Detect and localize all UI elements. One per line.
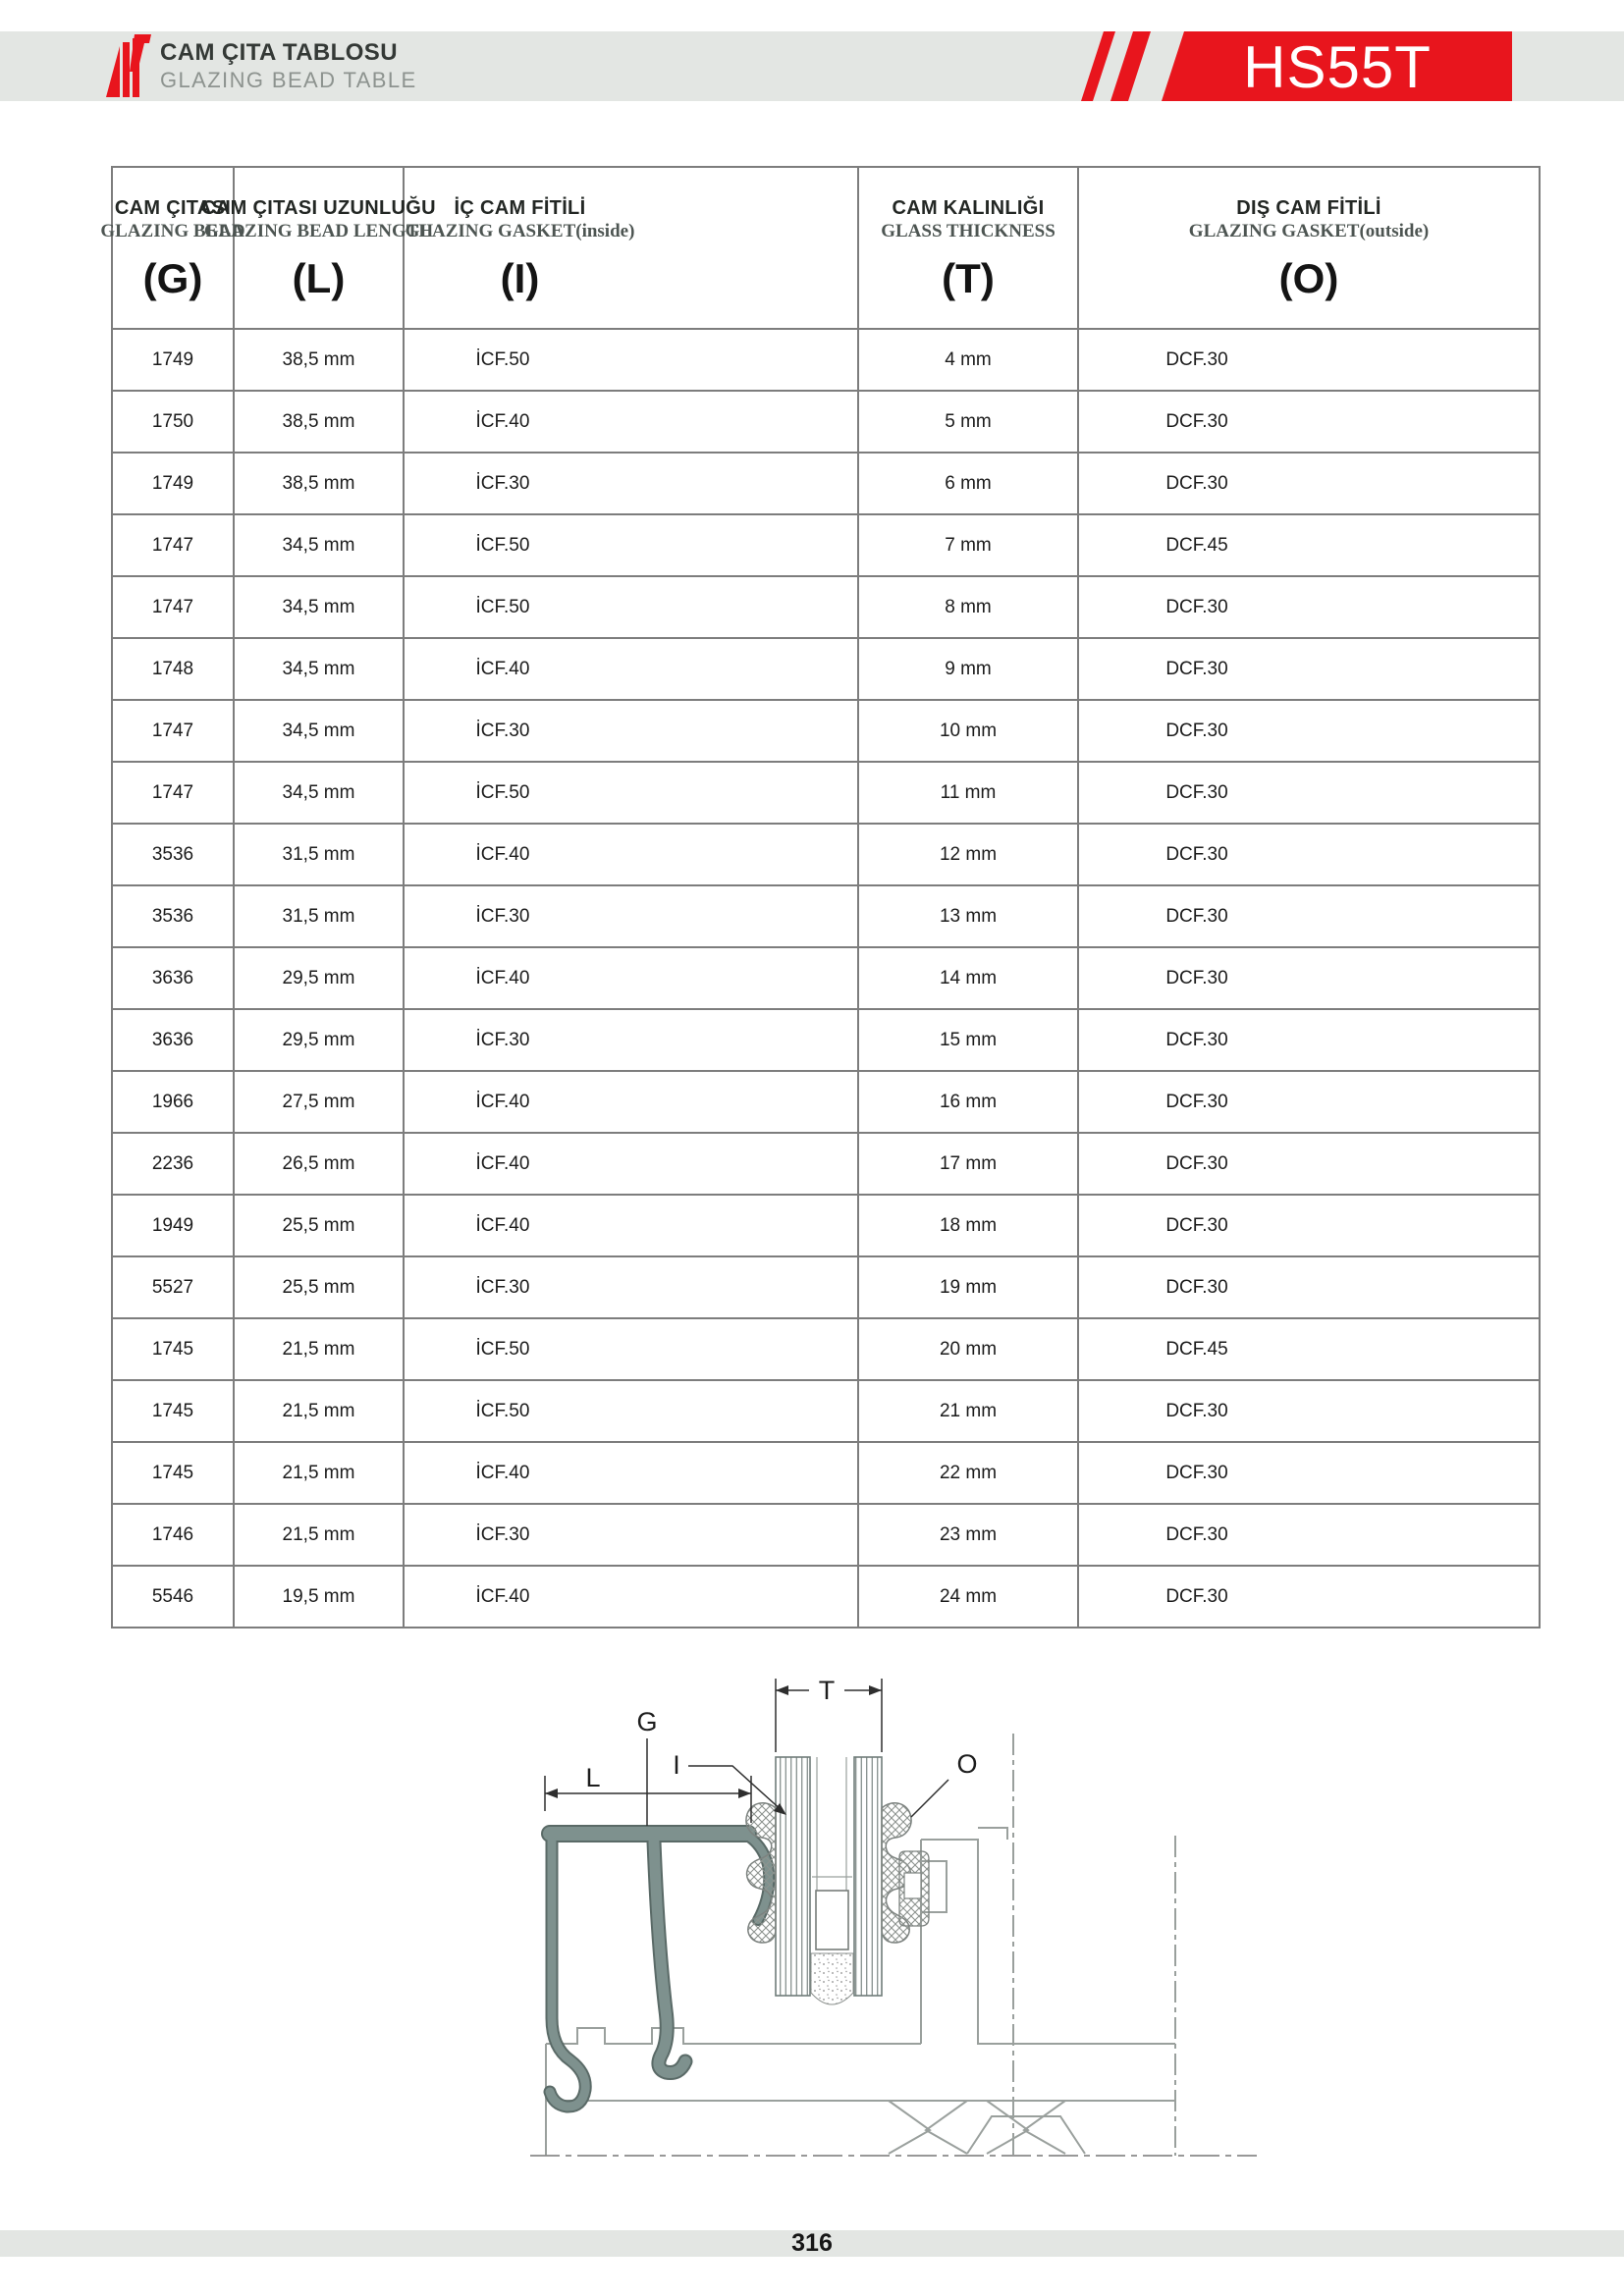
- cell-i: İCF.30: [404, 885, 858, 947]
- column-title: DIŞ CAM FİTİLİ: [1236, 196, 1381, 219]
- cell-t: 21 mm: [858, 1380, 1078, 1442]
- page-title: CAM ÇITA TABLOSU: [160, 39, 398, 66]
- cell-o: DCF.30: [1078, 453, 1540, 514]
- brand-logo-icon: [104, 34, 151, 97]
- cell-o: DCF.30: [1078, 1442, 1540, 1504]
- cell-l: 34,5 mm: [234, 638, 404, 700]
- column-subtitle: GLAZING BEAD: [100, 220, 245, 241]
- cell-g: 1747: [112, 576, 234, 638]
- cell-i: İCF.50: [404, 1380, 858, 1442]
- column-symbol: (G): [142, 254, 203, 301]
- cell-i: İCF.40: [404, 638, 858, 700]
- cell-g: 1749: [112, 329, 234, 391]
- cell-o: DCF.30: [1078, 824, 1540, 885]
- cell-o: DCF.30: [1078, 1256, 1540, 1318]
- cell-t: 15 mm: [858, 1009, 1078, 1071]
- cell-t: 9 mm: [858, 638, 1078, 700]
- cell-o: DCF.30: [1078, 762, 1540, 824]
- column-symbol: (T): [942, 254, 995, 301]
- table-row: [112, 1256, 1540, 1318]
- column-symbol: (L): [292, 254, 346, 301]
- cell-l: 31,5 mm: [234, 824, 404, 885]
- table-row: [112, 1380, 1540, 1442]
- cell-g: 1747: [112, 762, 234, 824]
- dim-label-O: O: [956, 1749, 978, 1779]
- cell-i: İCF.50: [404, 1318, 858, 1380]
- column-header-glazing-bead: [100, 167, 245, 329]
- cell-t: 6 mm: [858, 453, 1078, 514]
- cell-o: DCF.45: [1078, 1318, 1540, 1380]
- cell-l: 31,5 mm: [234, 885, 404, 947]
- table-header: [100, 167, 1540, 329]
- column-subtitle: GLAZING GASKET(inside): [405, 220, 635, 241]
- table-row: [112, 638, 1540, 700]
- cell-i: İCF.40: [404, 391, 858, 453]
- table-row: [112, 700, 1540, 762]
- column-symbol: (I): [500, 254, 540, 301]
- table-row: [112, 1195, 1540, 1256]
- table-row: [112, 576, 1540, 638]
- cell-g: 2236: [112, 1133, 234, 1195]
- cell-t: 8 mm: [858, 576, 1078, 638]
- cell-t: 12 mm: [858, 824, 1078, 885]
- cell-o: DCF.30: [1078, 329, 1540, 391]
- cell-t: 24 mm: [858, 1566, 1078, 1628]
- column-header-glass-thickness: [858, 167, 1078, 329]
- cell-l: 34,5 mm: [234, 762, 404, 824]
- table-row: [112, 1442, 1540, 1504]
- cell-t: 10 mm: [858, 700, 1078, 762]
- cell-t: 18 mm: [858, 1195, 1078, 1256]
- spacer-bar: [816, 1891, 848, 1949]
- cell-i: İCF.40: [404, 1442, 858, 1504]
- cell-i: İCF.50: [404, 514, 858, 576]
- cell-g: 3636: [112, 947, 234, 1009]
- cell-i: İCF.40: [404, 1071, 858, 1133]
- cell-o: DCF.30: [1078, 638, 1540, 700]
- cell-o: DCF.30: [1078, 576, 1540, 638]
- cell-l: 21,5 mm: [234, 1504, 404, 1566]
- cell-g: 1749: [112, 453, 234, 514]
- cell-t: 5 mm: [858, 391, 1078, 453]
- cell-i: İCF.40: [404, 1566, 858, 1628]
- table-row: [112, 329, 1540, 391]
- column-title: İÇ CAM FİTİLİ: [454, 196, 586, 219]
- cell-t: 4 mm: [858, 329, 1078, 391]
- cell-o: DCF.30: [1078, 947, 1540, 1009]
- cell-g: 3536: [112, 824, 234, 885]
- table-row: [112, 824, 1540, 885]
- cell-o: DCF.30: [1078, 391, 1540, 453]
- cell-l: 34,5 mm: [234, 514, 404, 576]
- table-row: [112, 391, 1540, 453]
- column-subtitle: GLAZING BEAD LENGTH: [203, 220, 434, 241]
- glass-unit: [776, 1757, 882, 2004]
- cell-i: İCF.30: [404, 453, 858, 514]
- table-row: [112, 1009, 1540, 1071]
- table-row: [112, 514, 1540, 576]
- cell-i: İCF.30: [404, 700, 858, 762]
- cell-l: 38,5 mm: [234, 391, 404, 453]
- cell-o: DCF.30: [1078, 1195, 1540, 1256]
- cell-o: DCF.30: [1078, 1380, 1540, 1442]
- column-title: CAM ÇITASI UZUNLUĞU: [201, 196, 436, 219]
- column-symbol: (O): [1278, 254, 1339, 301]
- sealant: [811, 1953, 853, 2004]
- glazing-table-body: [112, 329, 1540, 1628]
- frame-gasket: [899, 1851, 929, 1926]
- cell-o: DCF.30: [1078, 1566, 1540, 1628]
- cell-g: 1745: [112, 1380, 234, 1442]
- cell-l: 34,5 mm: [234, 700, 404, 762]
- cell-l: 25,5 mm: [234, 1195, 404, 1256]
- cell-t: 17 mm: [858, 1133, 1078, 1195]
- cell-i: İCF.30: [404, 1256, 858, 1318]
- cell-t: 14 mm: [858, 947, 1078, 1009]
- dim-label-G: G: [636, 1707, 658, 1736]
- column-subtitle: GLASS THICKNESS: [881, 220, 1056, 241]
- cell-l: 21,5 mm: [234, 1380, 404, 1442]
- cell-l: 38,5 mm: [234, 453, 404, 514]
- badge-stripe-icon: [1110, 31, 1151, 101]
- cell-g: 1745: [112, 1318, 234, 1380]
- glass-pane: [854, 1757, 882, 1996]
- inside-gasket: [746, 1803, 776, 1943]
- cell-o: DCF.30: [1078, 1133, 1540, 1195]
- cell-l: 29,5 mm: [234, 1009, 404, 1071]
- column-header-gasket-outside: [1078, 167, 1540, 329]
- table-row: [112, 1504, 1540, 1566]
- cell-o: DCF.30: [1078, 700, 1540, 762]
- table-row: [112, 1071, 1540, 1133]
- glass-pane: [776, 1757, 810, 1996]
- product-code-badge: [1060, 31, 1512, 101]
- page-number: 316: [791, 2229, 833, 2257]
- column-title: CAM ÇITASI: [114, 196, 232, 219]
- cell-t: 11 mm: [858, 762, 1078, 824]
- cell-g: 1949: [112, 1195, 234, 1256]
- column-header-bead-length: [201, 167, 436, 329]
- cell-o: DCF.45: [1078, 514, 1540, 576]
- cell-g: 3536: [112, 885, 234, 947]
- cell-l: 29,5 mm: [234, 947, 404, 1009]
- cell-i: İCF.40: [404, 1195, 858, 1256]
- cell-g: 5527: [112, 1256, 234, 1318]
- product-code: HS55T: [1243, 34, 1432, 100]
- cell-g: 5546: [112, 1566, 234, 1628]
- cell-i: İCF.50: [404, 576, 858, 638]
- page-subtitle: GLAZING BEAD TABLE: [160, 68, 417, 92]
- cell-i: İCF.30: [404, 1504, 858, 1566]
- cell-l: 34,5 mm: [234, 576, 404, 638]
- header-band: [0, 31, 1624, 101]
- dim-label-T: T: [818, 1676, 836, 1705]
- column-header-gasket-inside: [404, 167, 858, 329]
- cell-t: 23 mm: [858, 1504, 1078, 1566]
- cell-o: DCF.30: [1078, 1071, 1540, 1133]
- cell-i: İCF.40: [404, 824, 858, 885]
- dim-label-L: L: [585, 1763, 601, 1792]
- table-row: [112, 1318, 1540, 1380]
- cell-l: 26,5 mm: [234, 1133, 404, 1195]
- cell-i: İCF.40: [404, 1133, 858, 1195]
- glazing-bead-table: [100, 166, 1541, 1629]
- cell-g: 1746: [112, 1504, 234, 1566]
- cell-t: 13 mm: [858, 885, 1078, 947]
- cell-l: 25,5 mm: [234, 1256, 404, 1318]
- cell-o: DCF.30: [1078, 885, 1540, 947]
- cell-l: 21,5 mm: [234, 1318, 404, 1380]
- cell-t: 7 mm: [858, 514, 1078, 576]
- cell-i: İCF.50: [404, 329, 858, 391]
- cell-o: DCF.30: [1078, 1504, 1540, 1566]
- column-title: CAM KALINLIĞI: [892, 196, 1045, 219]
- header-titles: [160, 38, 417, 93]
- footer-band: [0, 2230, 1624, 2257]
- cell-i: İCF.40: [404, 947, 858, 1009]
- table-row: [112, 453, 1540, 514]
- cell-t: 19 mm: [858, 1256, 1078, 1318]
- cell-t: 16 mm: [858, 1071, 1078, 1133]
- table-row: [112, 885, 1540, 947]
- cell-i: İCF.50: [404, 762, 858, 824]
- cell-o: DCF.30: [1078, 1009, 1540, 1071]
- badge-stripe-icon: [1081, 31, 1115, 101]
- table-row: [112, 1566, 1540, 1628]
- cross-section-diagram: [511, 1669, 1276, 2169]
- cell-l: 27,5 mm: [234, 1071, 404, 1133]
- cell-i: İCF.30: [404, 1009, 858, 1071]
- cell-l: 38,5 mm: [234, 329, 404, 391]
- cell-g: 1747: [112, 514, 234, 576]
- cell-t: 22 mm: [858, 1442, 1078, 1504]
- table-row: [112, 947, 1540, 1009]
- cell-t: 20 mm: [858, 1318, 1078, 1380]
- table-row: [112, 762, 1540, 824]
- glazing-bead-profile: [550, 1832, 769, 2107]
- cell-g: 3636: [112, 1009, 234, 1071]
- cell-g: 1745: [112, 1442, 234, 1504]
- cell-g: 1747: [112, 700, 234, 762]
- dim-label-I: I: [673, 1750, 680, 1780]
- cell-l: 19,5 mm: [234, 1566, 404, 1628]
- cell-l: 21,5 mm: [234, 1442, 404, 1504]
- column-subtitle: GLAZING GASKET(outside): [1188, 220, 1430, 241]
- cell-g: 1748: [112, 638, 234, 700]
- cell-g: 1966: [112, 1071, 234, 1133]
- table-row: [112, 1133, 1540, 1195]
- cell-g: 1750: [112, 391, 234, 453]
